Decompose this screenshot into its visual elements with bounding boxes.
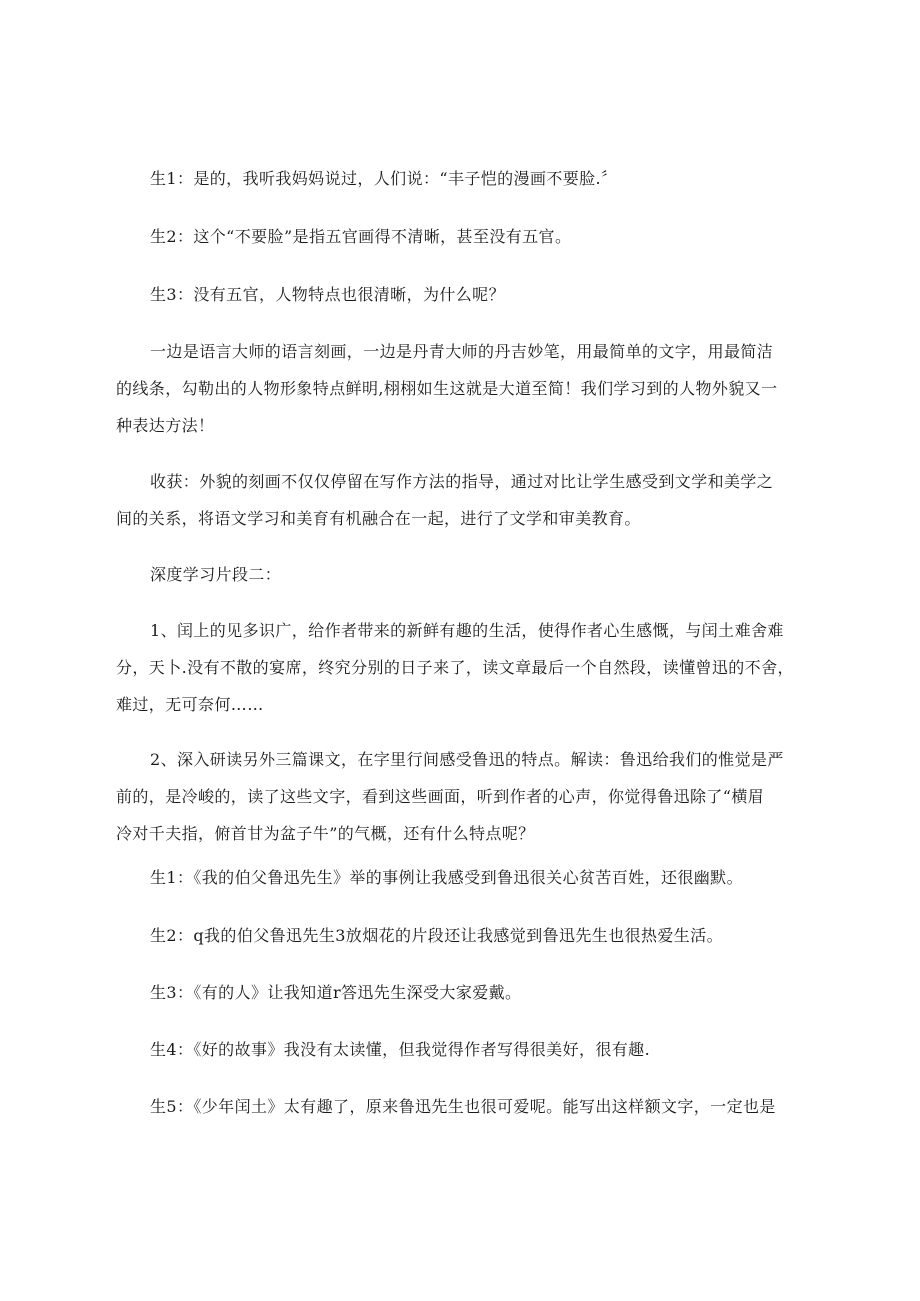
paragraph-line: 收获：外貌的刻画不仅仅停留在写作方法的指导，通过对比让学生感受到文学和美学之	[150, 472, 774, 491]
paragraph-line: 前的，是冷峻的，读了这些文字，看到这些画面，听到作者的心声，你觉得鲁迅除了“横眉	[116, 787, 765, 806]
paragraph-line: 一边是语言大师的语言刻画，一边是丹青大师的丹吉妙笔，用最简单的文字，用最简洁	[150, 342, 774, 361]
paragraph-student1-comic	[116, 160, 806, 197]
paragraph-simplicity	[116, 333, 806, 444]
paragraph-line: 冷对千夫指，俯首甘为盆子牛”的气概，还有什么特点呢？	[116, 824, 535, 843]
paragraph-line: 生2：这个“不要脸”是指五官画得不清晰，甚至没有五官。	[150, 227, 572, 246]
paragraph-line: 难过，无可奈何……	[116, 695, 264, 714]
paragraph-item-2	[116, 741, 806, 852]
paragraph-line: 1、闰上的见多识广，给作者带来的新鲜有趣的生活，使得作者心生感慨，与闰土难舍难	[150, 621, 784, 640]
paragraph-line: 生4：《好的故事》我没有太读懂，但我觉得作者写得很美好，很有趣.	[150, 1040, 651, 1059]
paragraph-line: 生5：《少年闰土》太有趣了，原来鲁迅先生也很可爱呢。能写出这样额文字，一定也是	[150, 1097, 776, 1116]
paragraph-line: 生2：q我的伯父鲁迅先生3放烟花的片段还让我感觉到鲁迅先生也很热爱生活。	[150, 926, 724, 945]
paragraph-line: 生1：《我的伯父鲁迅先生》举的事例让我感受到鲁迅很关心贫苦百姓，还很幽默。	[150, 868, 743, 887]
paragraph-line: 生1：是的，我听我妈妈说过，人们说：“丰子恺的漫画不要脸.〞	[150, 169, 618, 188]
paragraph-line: 生3：《有的人》让我知道r答迅先生深受大家爱戴。	[150, 983, 522, 1002]
paragraph-line: 深度学习片段二：	[150, 565, 282, 584]
paragraph-line: 种表达方法！	[116, 416, 215, 435]
paragraph-answer-1	[116, 859, 806, 896]
paragraph-line: 生3：没有五官，人物特点也很清晰，为什么呢？	[150, 285, 505, 304]
paragraph-answer-2	[116, 917, 806, 954]
section-heading-fragment-two	[116, 556, 806, 593]
paragraph-item-1	[116, 612, 806, 723]
paragraph-answer-3	[116, 974, 806, 1011]
paragraph-line: 的线条，勾勒出的人物形象特点鲜明,栩栩如生这就是大道至简！我们学习到的人物外貌又一	[116, 379, 778, 398]
paragraph-line: 分，天卜.没有不散的宴席，终究分别的日子来了，读文章最后一个自然段，读懂曾迅的不舍，	[116, 658, 794, 677]
paragraph-answer-5	[116, 1088, 806, 1125]
paragraph-student3-why	[116, 276, 806, 313]
paragraph-student2-no-face	[116, 218, 806, 255]
paragraph-answer-4	[116, 1031, 806, 1068]
paragraph-line: 2、深入研读另外三篇课文，在字里行间感受鲁迅的特点。解读：鲁迅给我们的惟觉是严	[150, 750, 784, 769]
paragraph-harvest	[116, 463, 806, 537]
paragraph-line: 间的关系，将语文学习和美育有机融合在一起，进行了文学和审美教育。	[116, 509, 641, 528]
